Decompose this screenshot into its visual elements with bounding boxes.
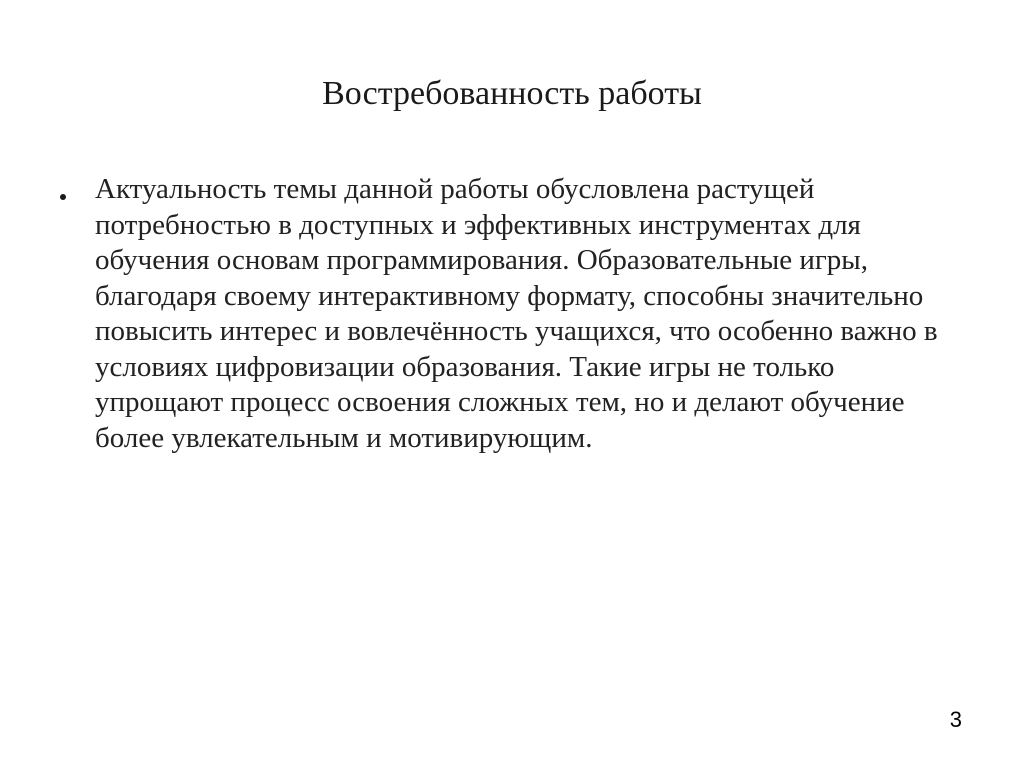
- page-number: 3: [949, 707, 962, 732]
- bullet-item: [58, 172, 938, 456]
- bullet-list: [58, 172, 938, 456]
- slide-title: Востребованность работы: [322, 75, 702, 112]
- bullet-text: Актуальность темы данной работы обусловлена растущей потребностью в доступных и эффективных инструментах для обучения основам программирования. Образовательные игры, благодаря своему интерактивному формату, способны значительно повысить интерес и вовлечённость учащихся, что особенно важно в условиях цифровизации образования. Такие игры не только упрощают процесс освоения сложных тем, но и делают обучение более увлекательным и мотивирующим.: [95, 173, 938, 454]
- bullet-dot-icon: [60, 194, 66, 200]
